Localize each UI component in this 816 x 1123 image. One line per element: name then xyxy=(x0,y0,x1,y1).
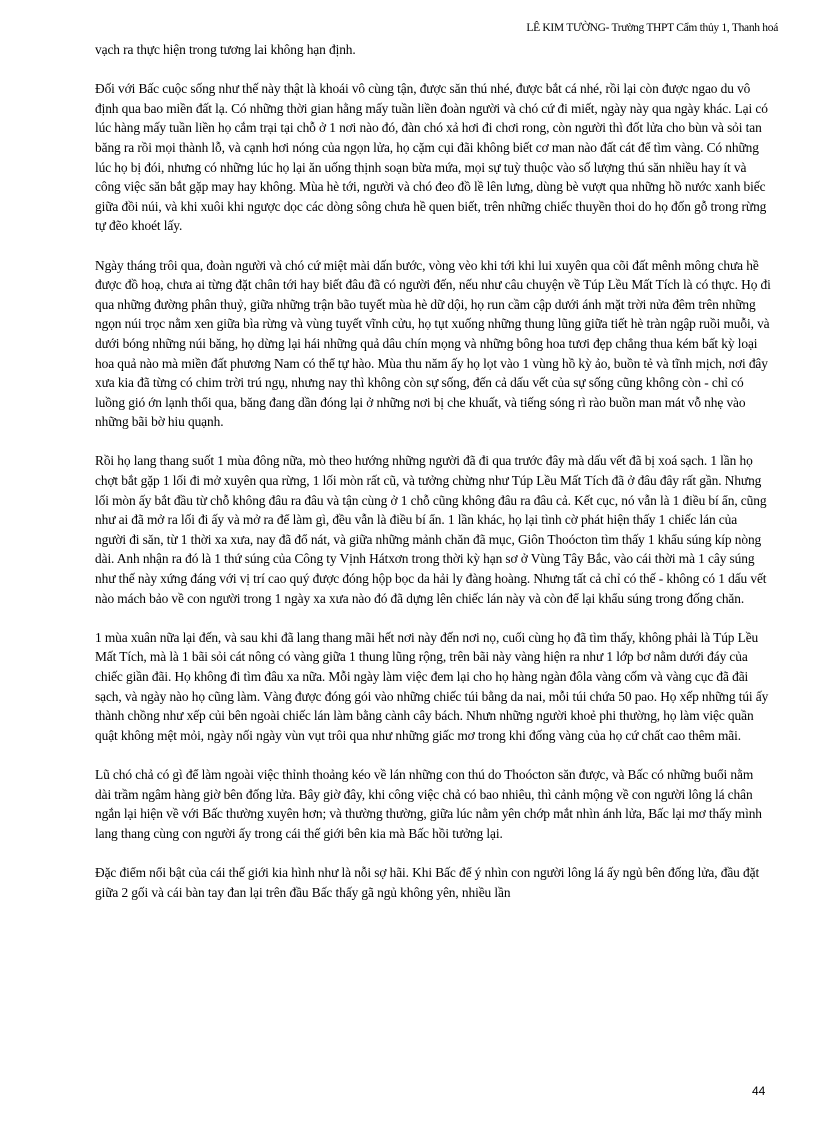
paragraph: 1 mùa xuân nữa lại đến, và sau khi đã lang thang mãi hết nơi này đến nơi nọ, cuối cùng họ đã tìm thấy, không phải là Túp Lều Mất Tích, mà là 1 bãi sỏi cát nông có vàng giữa 1 thung lũng rộng, trên bãi này vàng hiện ra như 1 lớp bơ nằm dưới đáy của chiếc giần đãi. Họ không đi tìm đâu xa nữa. Mỗi ngày làm việc đem lại cho họ hàng ngàn đôla vàng cốm và vàng cục đã đãi sạch, và ngày nào họ cũng làm. Vàng được đóng gói vào những chiếc túi bằng da nai, mỗi túi chứa 50 pao. Họ xếp những túi ấy thành chồng như xếp củi bên ngoài chiếc lán làm bằng cành cây bách. Nhưn những người khoẻ phi thường, họ làm việc quần quật không mệt mỏi, ngày nối ngày vùn vụt trôi qua như những giấc mơ trong khi đống vàng của họ cứ chất cao thêm mãi. xyxy=(95,629,769,743)
paragraph: Đối với Bấc cuộc sống như thế này thật là khoái vô cùng tận, được săn thú nhé, được bắt cá nhé, rồi lại còn được ngao du vô định qua bao miền đất lạ. Có những thời gian hằng mấy tuần liền đoàn người và chó cứ đi miết, ngày này qua ngày khác. Lại có lúc hàng mấy tuần liền họ cắm trại tại chỗ ở 1 nơi nào đó, đàn chó xả hơi đi chơi rong, còn người thì đốt lửa cho bùn và sỏi tan băng ra rồi mọi thành lỗ, và cạnh hơi nóng của ngọn lửa, họ cặm cụi đãi không biết cơ man nào đất cát để tìm vàng. Có những lúc họ bị đói, nhưng có những lúc họ lại ăn uống thịnh soạn bừa mứa, mọi sự tuỳ thuộc vào số lượng thú săn nhiều hay ít và công việc săn bắt gặp may hay không. Mùa hè tới, người và chó đeo đồ lề lên lưng, dùng bè vượt qua những hồ nước xanh biếc giữa đồi núi, và khi xuôi khi ngược dọc các dòng sông chưa hề quen biết, trên những chiếc thuyền thoi do họ đốn gỗ trong rừng tự đẽo khoét lấy. xyxy=(95,81,768,234)
paragraph: Lũ chó chả có gì để làm ngoài việc thỉnh thoảng kéo về lán những con thú do Thoócton săn được, và Bấc có những buổi nằm dài trầm ngâm hàng giờ bên đống lửa. Bây giờ đây, khi công việc chả có bao nhiêu, thì cảnh mộng về con người lông lá chân ngắn lại hiện về với Bấc thường xuyên hơn; và thường thường, giữa lúc nằm yên chớp mắt nhìn ánh lửa, Bấc lại mơ thấy mình lang thang cùng con người ấy trong cái thế giới bên kia mà Bấc hồi tưởng lại. xyxy=(95,766,762,841)
page-number: 44 xyxy=(752,1084,766,1098)
page-header: LÊ KIM TƯỜNG- Trường THPT Cẩm thủy 1, Thanh hoá xyxy=(526,22,778,34)
paragraph: Đặc điểm nổi bật của cái thế giới kia hình như là nỗi sợ hãi. Khi Bấc để ý nhìn con người lông lá ấy ngủ bên đống lửa, đầu đặt giữa 2 gối và cái bàn tay đan lại trên đầu Bấc thấy gã ngủ không yên, nhiều lần xyxy=(95,864,760,900)
paragraph: Rồi họ lang thang suốt 1 mùa đông nữa, mò theo hướng những người đã đi qua trước đây mà dấu vết đã bị xoá sạch. 1 lần họ chợt bắt gặp 1 lối đi mở xuyên qua rừng, 1 lối mòn rất cũ, và tưởng chừng như Túp Lều Mất Tích đã ở đâu đây rất gần. Nhưng lối mòn ấy bắt đầu từ chỗ không đâu ra đâu và tận cùng ở 1 chỗ cũng không đâu ra đâu cả. Kết cục, nó vẫn là 1 điều bí ẩn, cũng như ai đã mở ra lối đi ấy và mở ra để làm gì, đều vẫn là điều bí ẩn. 1 lần khác, họ lại tình cờ phát hiện thấy 1 chiếc lán của người đi săn, từ 1 thời xa xưa, nay đã đổ nát, và giữa những mảnh chăn đã mục, Giôn Thoócton tìm thấy 1 khẩu súng kíp nòng dài. Anh nhận ra đó là 1 thứ súng của Công ty Vịnh Hátxơn trong thời kỳ hạn sơ ở Vùng Tây Bắc, vào cái thời mà 1 cây súng như thế này xứng đáng với vị trí cao quý được đóng hộp bọc da hải ly đàng hoàng. Nhưng tất cả chỉ có thế - không có 1 dấu vết nào mách bảo về con người trong 1 ngày xa xưa nào đó đã dựng lên chiếc lán này và còn để lại khẩu súng trong đống chăn. xyxy=(95,453,767,606)
paragraph: vạch ra thực hiện trong tương lai không hạn định. xyxy=(95,42,356,57)
paragraph: Ngày tháng trôi qua, đoàn người và chó cứ miệt mài dấn bước, vòng vèo khi tới khi lui xuyên qua cõi đất mênh mông chưa hề được đồ hoạ, chưa ai từng đặt chân tới hay biết đâu đã có người đến, nếu như câu chuyện về Túp Lều Mất Tích là có thực. Họ đi qua những đường phân thuỷ, giữa những trận bão tuyết mùa hè dữ dội, họ run cầm cập dưới ánh mặt trời nửa đêm trên những ngọn núi trọc nằm xen giữa bìa rừng và vùng tuyết vĩnh cửu, họ tụt xuống những thung lũng giữa tiết hè tràn ngập ruồi muỗi, và dưới bóng những núi băng, họ dừng lại hái những quả dâu chín mọng và những bông hoa tươi đẹp chẳng thua kém bất kỳ loại hoa quả nào mà miền đất phương Nam có thể tự hào. Mùa thu năm ấy họ lọt vào 1 vùng hồ kỳ ảo, buồn tẻ và tĩnh mịch, nơi đây xưa kia đã từng có chim trời trú ngụ, nhưng nay thì không còn sự sống, đến cả dấu vết của sự sống cũng không còn - chỉ có luồng gió ớn lạnh thổi qua, băng đang dần đóng lại ở những nơi bị che khuất, và tiếng sóng rì rào buồn man mát vỗ nhẹ vào những bãi bờ hiu quạnh. xyxy=(95,257,771,430)
document-body xyxy=(95,40,771,922)
